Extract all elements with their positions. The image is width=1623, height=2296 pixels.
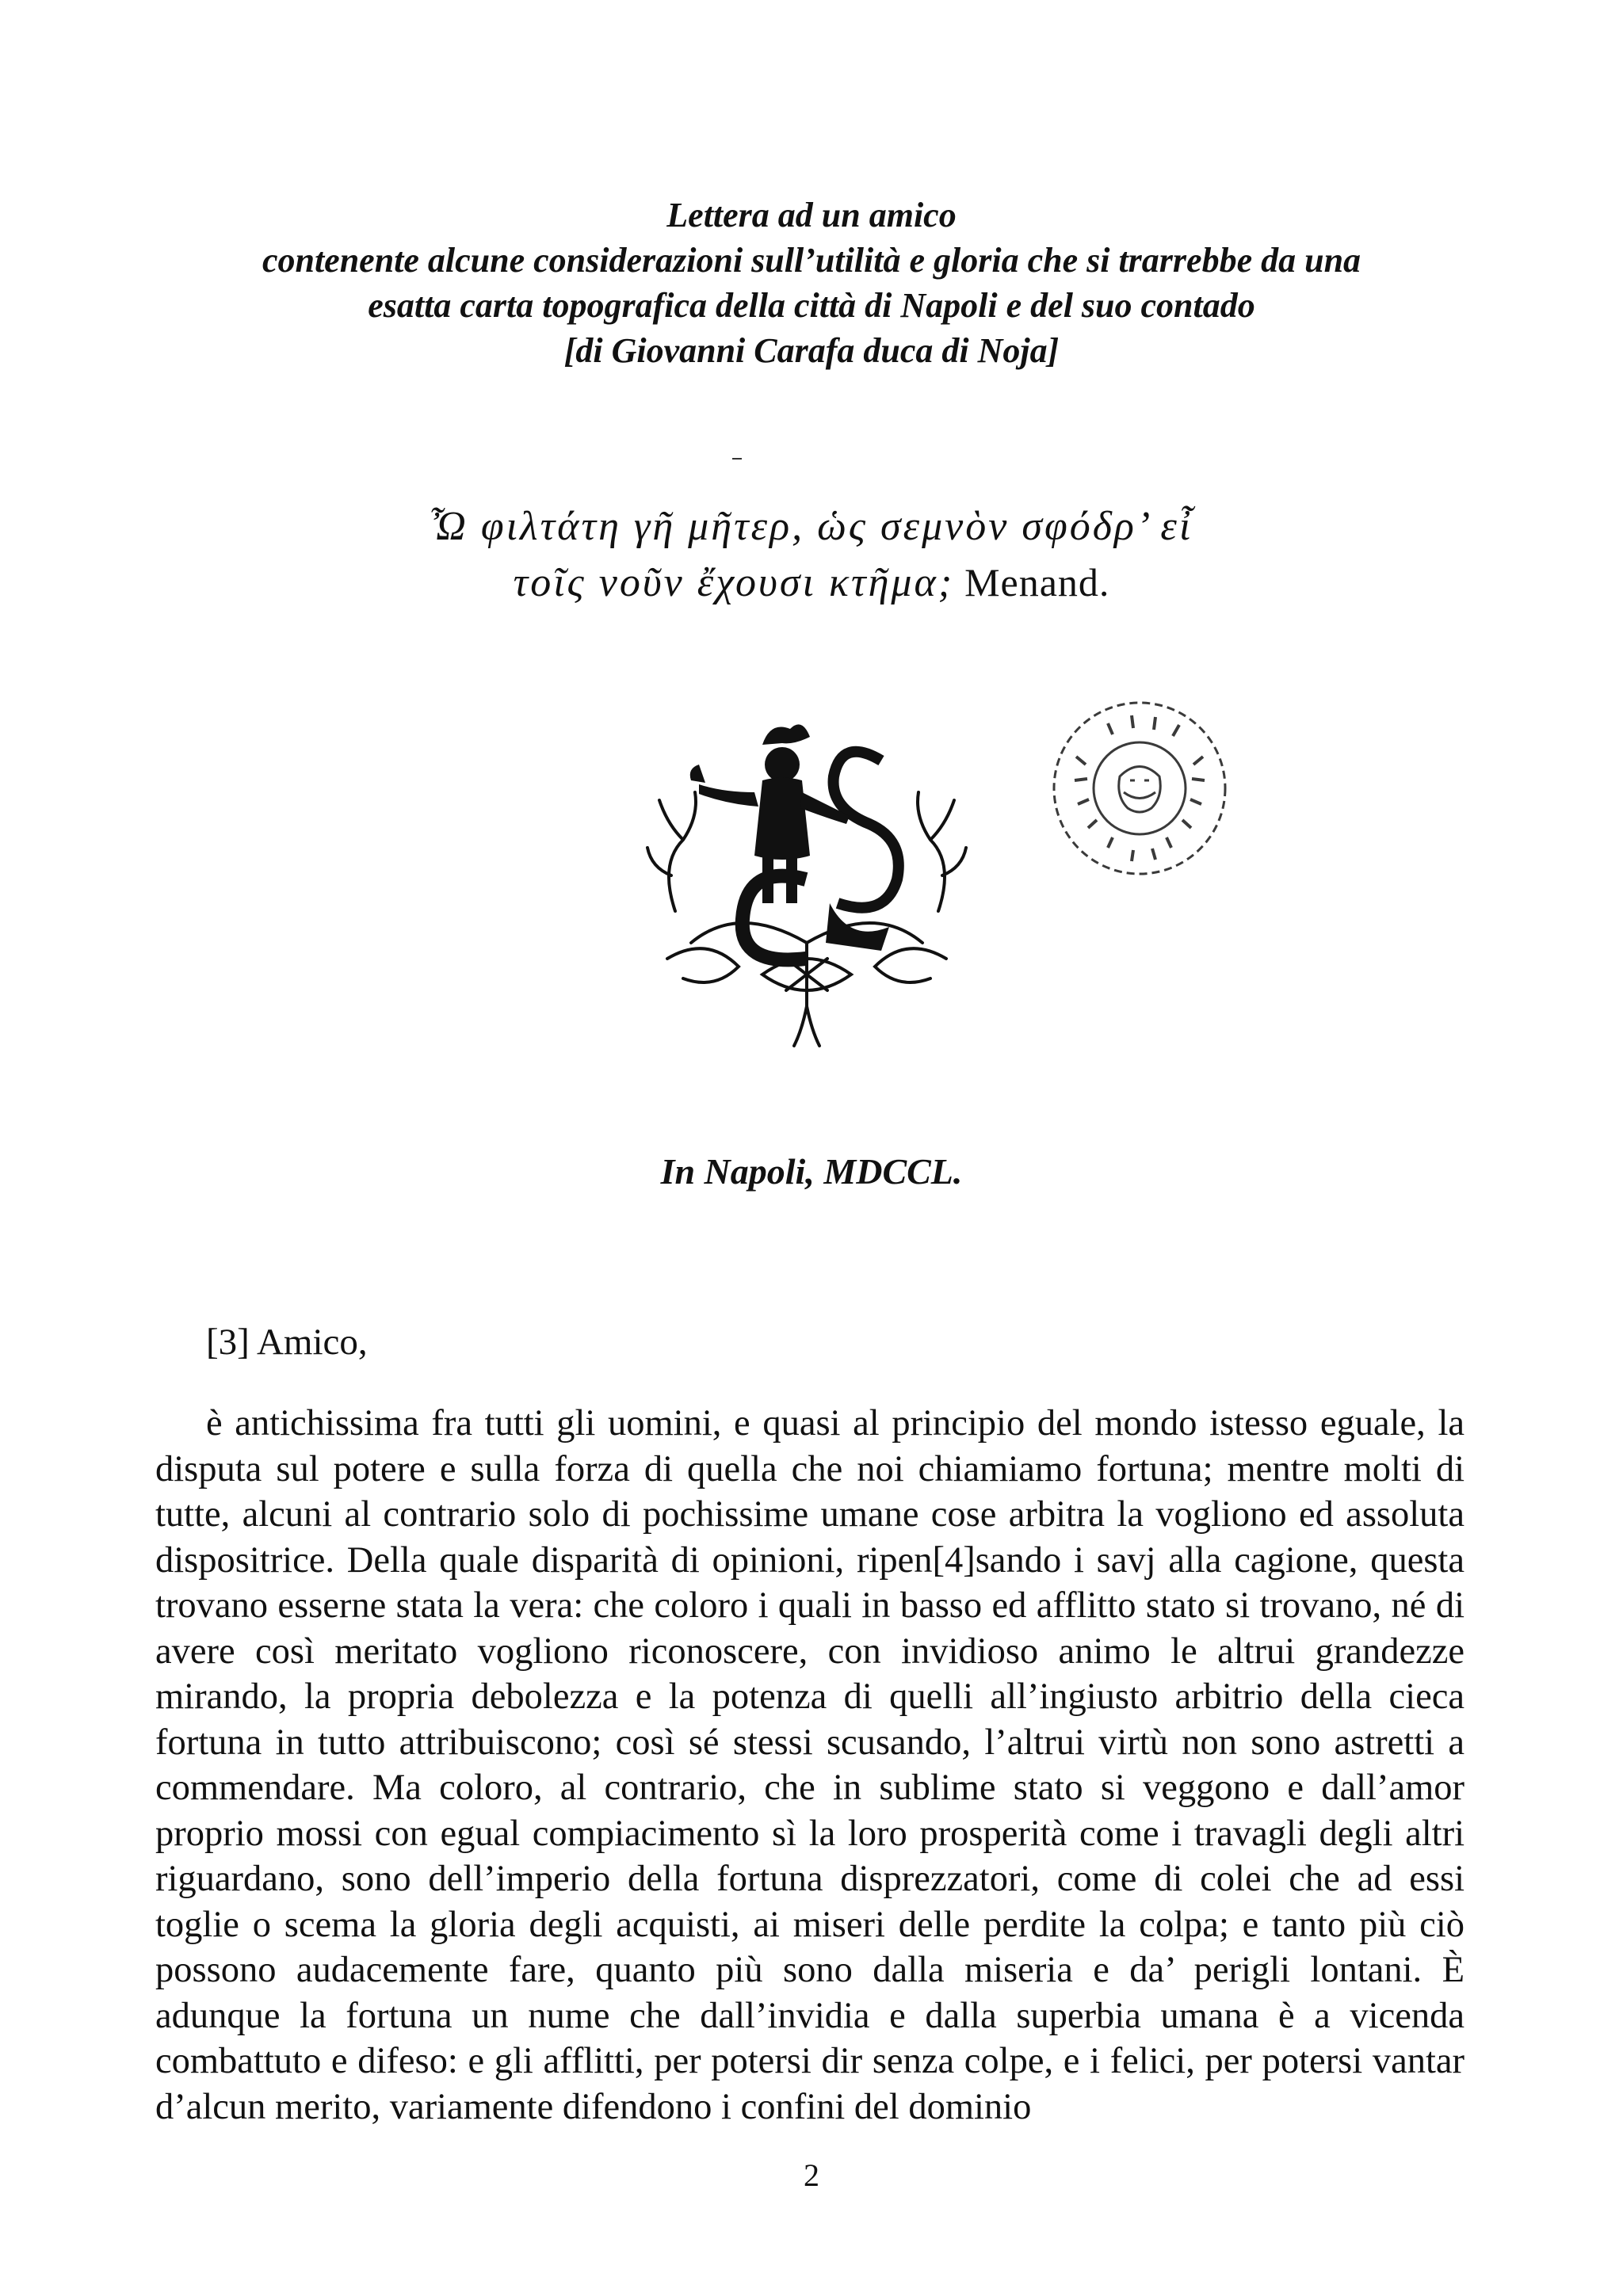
letter-salutation: [3] Amico, [206,1322,368,1363]
page-number: 2 [804,2157,819,2193]
epigraph-greek-2: τοῖς νοῦν ἔχουσι κτῆμα; [513,560,955,605]
epigraph-attribution: Menand. [964,560,1110,605]
title-line-1: Lettera ad un amico [666,196,957,235]
letter-paragraph: è antichissima fra tutti gli uomini, e quasi al principio del mondo istesso eguale, la disputa sul potere e sulla forza di quella che noi chiamiamo fortuna; mentre molti di tutte, alcuni al contrario solo di pochissime umane cose arbitra la vogliono ed assoluta dispositrice. Della quale disparità di opinioni, ripen[4]sando i savj alla cagione, questa trovano esserne stata la vera: che coloro i quali in basso ed afflitto stato si trovano, né di avere così meritato vogliono riconoscere, con invidioso animo le altrui grandezze mirando, la propria debolezza e la potenza di quelli all’ingiusto arbitrio della cieca fortuna in tutto attribuiscono; così sé stessi scusando, l’altrui virtù non sono astretti a commendare. Ma coloro, al contrario, che in sublime stato si veggono e dall’amor proprio mossi con egual compiacimento sì la loro prosperità come i travagli degli altri riguardano, sono dell’imperio della fortuna disprezzatori, come di colei che ad essi toglie o scema la gloria degli acquisti, ai miseri delle perdite la colpa; e tanto più ciò possono audacemente fare, quanto più sono dalla miseria e da’ perigli lontani. È adunque la fortuna un nume che dall’invidia e dalla superbia umana è a vicenda combattuto e difeso: e gli afflitti, per potersi dir senza colpe, e i felici, per potersi vantar d’alcun merito, variamente difendono i confini del dominio [155,1403,1465,2127]
epigraph-line-2 [0,555,1623,611]
library-stamp [1044,693,1235,883]
epigraph-line-1 [0,499,1623,555]
epigraph [0,499,1623,611]
epigraph-greek-1: Ὦ φιλτάτη γῆ μῆτερ, ὡς σεμνὸν σφόδρ’ εἶ [430,504,1193,549]
title-line-3: esatta carta topografica della città di Napoli e del suo contado [368,286,1255,325]
small-dash-mark [732,458,742,460]
title-line-4: [di Giovanni Carafa duca di Noja] [563,331,1060,370]
printer-device-ornament [643,705,970,1054]
document-title [0,193,1623,373]
imprint: In Napoli, MDCCL. [660,1151,963,1192]
title-line-2: contenente alcune considerazioni sull’utilità e gloria che si trarrebbe da una [262,241,1361,280]
